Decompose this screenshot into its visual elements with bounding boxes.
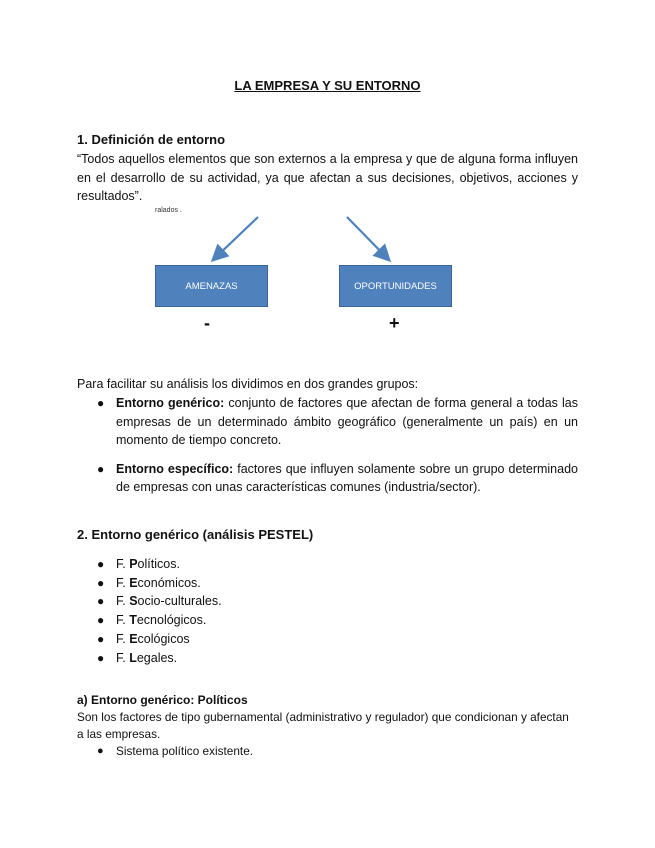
definition-quote: “Todos aquellos elementos que son externos a la empresa y que de alguna forma influyen en el desarrollo de su actividad, ya que afectan a sus decisiones, objetivos, acciones y resultados”. bbox=[77, 152, 578, 203]
document-title: LA EMPRESA Y SU ENTORNO bbox=[234, 78, 421, 93]
bullet-icon: ● bbox=[97, 631, 105, 646]
groups-list bbox=[77, 394, 578, 497]
list-item: ● Sistema político existente. bbox=[97, 744, 254, 758]
item-text: factores que influyen solamente sobre un grupo determinado de empresas con unas características comunes (industria/sector). bbox=[116, 461, 578, 494]
arrow-to-amenazas bbox=[214, 217, 258, 259]
section-1-heading: 1. Definición de entorno bbox=[77, 132, 226, 147]
item-term: Entorno específico: bbox=[116, 461, 234, 476]
bullet-icon: ● bbox=[97, 461, 105, 476]
section-a-heading: a) Entorno genérico: Políticos bbox=[77, 693, 248, 707]
bullet-icon: ● bbox=[97, 557, 105, 571]
list-item bbox=[77, 460, 578, 497]
item-text: conjunto de factores que afectan de forma general a todas las empresas de un determinado ámbito geográfico (generalmente un país) en un momento de tiempo concreto. bbox=[116, 396, 578, 447]
list-item bbox=[77, 394, 578, 450]
positive-sign: + bbox=[389, 313, 400, 333]
bullet-icon: ● bbox=[97, 396, 105, 410]
section-a-list bbox=[77, 743, 253, 760]
list-item: ● F. Económicos. bbox=[77, 574, 222, 593]
pestel-list bbox=[77, 555, 222, 667]
bullet-icon: ● bbox=[97, 650, 105, 665]
diagram-arrows bbox=[0, 205, 655, 345]
list-item: ● F. Ecológicos bbox=[77, 630, 222, 649]
bullet-icon: ● bbox=[97, 745, 104, 757]
list-item: ● F. Tecnológicos. bbox=[77, 611, 222, 630]
section-a-text: Son los factores de tipo gubernamental (administrativo y regulador) que condicionan y afectan a las empresas. bbox=[77, 710, 569, 741]
truncated-diagram-text: ralados . bbox=[155, 207, 182, 214]
amenazas-box: AMENAZAS bbox=[155, 265, 268, 307]
oportunidades-box: OPORTUNIDADES bbox=[339, 265, 452, 307]
bullet-icon: ● bbox=[97, 613, 105, 628]
section-2-heading: 2. Entorno genérico (análisis PESTEL) bbox=[77, 527, 314, 542]
arrow-to-oportunidades bbox=[347, 217, 388, 259]
item-term: Entorno genérico: bbox=[116, 396, 225, 410]
negative-sign: - bbox=[204, 313, 210, 333]
list-item: ● F. Políticos. bbox=[77, 555, 222, 574]
list-item: ● F. Socio-culturales. bbox=[77, 592, 222, 611]
groups-intro: Para facilitar su análisis los dividimos en dos grandes grupos: bbox=[77, 377, 419, 391]
list-item: ● F. Legales. bbox=[77, 649, 222, 668]
bullet-icon: ● bbox=[97, 594, 105, 609]
threats-opportunities-diagram bbox=[0, 205, 655, 345]
bullet-icon: ● bbox=[97, 575, 105, 590]
